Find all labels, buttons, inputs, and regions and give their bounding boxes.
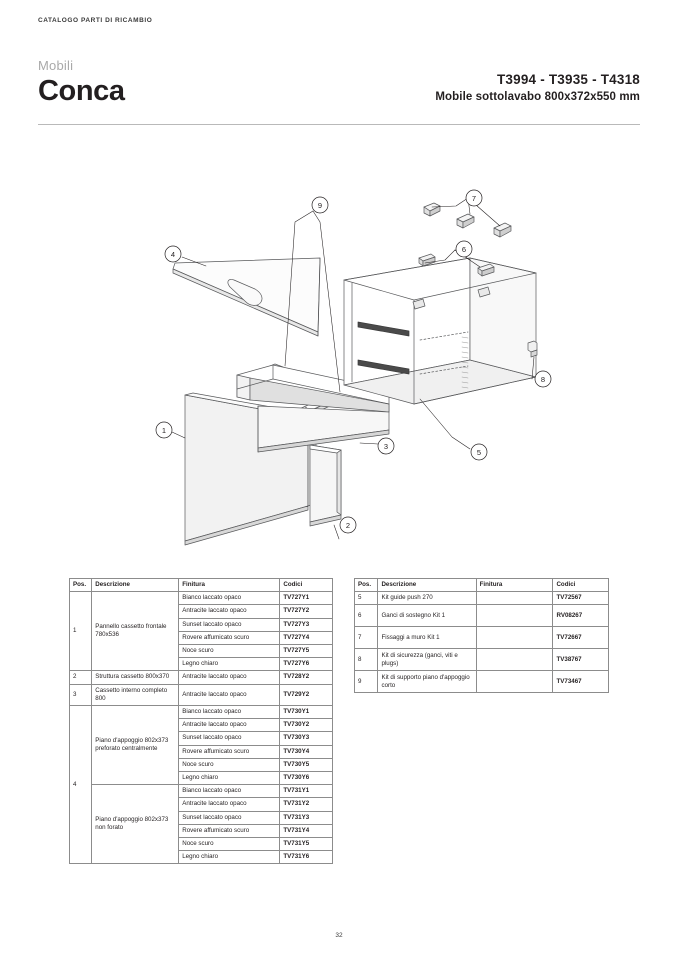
cell-finish: Bianco laccato opaco xyxy=(179,785,280,798)
cell-finish: Rovere affumicato scuro xyxy=(179,824,280,837)
cell-code: TV727Y6 xyxy=(280,658,333,671)
callout-5: 5 xyxy=(476,448,482,457)
col-descrizione: Descrizione xyxy=(378,579,476,592)
table-row xyxy=(70,684,333,705)
table-row xyxy=(70,785,333,798)
catalog-label: CATALOGO PARTI DI RICAMBIO xyxy=(38,17,153,24)
cell-code: TV38767 xyxy=(553,649,609,671)
cell-finish xyxy=(476,627,553,649)
col-finitura: Finitura xyxy=(179,579,280,592)
parts-table-left xyxy=(69,578,333,864)
table-row xyxy=(70,706,333,719)
cell-finish: Antracite laccato opaco xyxy=(179,605,280,618)
parts-table-right xyxy=(354,578,609,693)
cell-finish: Bianco laccato opaco xyxy=(179,592,280,605)
cell-finish: Sunset laccato opaco xyxy=(179,811,280,824)
cell-finish: Noce scuro xyxy=(179,838,280,851)
cell-finish xyxy=(476,592,553,605)
part-cabinet-body xyxy=(344,258,536,404)
callout-2: 2 xyxy=(345,521,351,530)
cell-finish: Legno chiaro xyxy=(179,772,280,785)
cell-finish: Sunset laccato opaco xyxy=(179,618,280,631)
cell-code: TV727Y5 xyxy=(280,645,333,658)
cell-finish xyxy=(476,671,553,693)
part-wall-fixings xyxy=(424,203,511,237)
cell-pos: 6 xyxy=(355,605,378,627)
cell-code: TV731Y5 xyxy=(280,838,333,851)
callout-7: 7 xyxy=(471,194,477,203)
page-number: 32 xyxy=(335,932,343,939)
cell-finish: Noce scuro xyxy=(179,758,280,771)
title-product: Conca xyxy=(38,75,125,107)
cell-desc: Cassetto interno completo 800 xyxy=(92,684,179,705)
cell-pos: 7 xyxy=(355,627,378,649)
cell-pos: 9 xyxy=(355,671,378,693)
cell-code: TV730Y1 xyxy=(280,706,333,719)
cell-finish: Rovere affumicato scuro xyxy=(179,631,280,644)
cell-finish: Antracite laccato opaco xyxy=(179,798,280,811)
cell-desc: Ganci di sostegno Kit 1 xyxy=(378,605,476,627)
cell-code: TV731Y3 xyxy=(280,811,333,824)
table-row xyxy=(355,627,609,649)
table-header-row xyxy=(70,579,333,592)
part-countertop xyxy=(173,258,320,336)
cell-finish: Bianco laccato opaco xyxy=(179,706,280,719)
cell-code: TV731Y1 xyxy=(280,785,333,798)
cell-code: TV729Y2 xyxy=(280,684,333,705)
cell-code: TV727Y2 xyxy=(280,605,333,618)
table-header-row xyxy=(355,579,609,592)
table-row xyxy=(355,671,609,693)
title-category: Mobili xyxy=(38,58,74,73)
cell-pos: 1 xyxy=(70,592,92,671)
product-description: Mobile sottolavabo 800x372x550 mm xyxy=(435,91,640,103)
cell-code: RV08267 xyxy=(553,605,609,627)
cell-desc: Kit di sicurezza (ganci, viti e plugs) xyxy=(378,649,476,671)
cell-code: TV727Y1 xyxy=(280,592,333,605)
cell-code: TV731Y4 xyxy=(280,824,333,837)
table-row xyxy=(70,671,333,684)
cell-code: TV730Y6 xyxy=(280,772,333,785)
product-code-list: T3994 - T3935 - T4318 xyxy=(496,72,640,87)
cell-code: TV730Y4 xyxy=(280,745,333,758)
col-pos: Pos. xyxy=(355,579,378,592)
cell-code: TV730Y3 xyxy=(280,732,333,745)
cell-finish xyxy=(476,649,553,671)
col-descrizione: Descrizione xyxy=(92,579,179,592)
cell-code: TV731Y6 xyxy=(280,851,333,864)
cell-code: TV727Y4 xyxy=(280,631,333,644)
exploded-assembly-drawing xyxy=(0,150,678,550)
cell-finish: Sunset laccato opaco xyxy=(179,732,280,745)
cell-desc: Struttura cassetto 800x370 xyxy=(92,671,179,684)
table-row xyxy=(355,592,609,605)
callout-9: 9 xyxy=(317,201,323,210)
product-codes xyxy=(435,72,640,103)
cell-code: TV731Y2 xyxy=(280,798,333,811)
cell-finish: Rovere affumicato scuro xyxy=(179,745,280,758)
callout-6: 6 xyxy=(461,245,467,254)
cell-finish xyxy=(476,605,553,627)
cell-finish: Antracite laccato opaco xyxy=(179,719,280,732)
cell-desc: Piano d'appoggio 802x373 non forato xyxy=(92,785,179,864)
cell-desc: Kit di supporto piano d'appoggio corto xyxy=(378,671,476,693)
table-row xyxy=(70,592,333,605)
cell-pos: 2 xyxy=(70,671,92,684)
callout-1: 1 xyxy=(161,426,167,435)
callout-4: 4 xyxy=(170,250,176,259)
cell-code: TV730Y5 xyxy=(280,758,333,771)
cell-desc: Kit guide push 270 xyxy=(378,592,476,605)
table-row xyxy=(355,649,609,671)
part-drawer-structure xyxy=(310,445,341,526)
cell-finish: Antracite laccato opaco xyxy=(179,684,280,705)
table-row xyxy=(355,605,609,627)
page-title xyxy=(38,58,125,107)
cell-code: TV727Y3 xyxy=(280,618,333,631)
cell-finish: Noce scuro xyxy=(179,645,280,658)
cell-pos: 3 xyxy=(70,684,92,705)
cell-pos: 4 xyxy=(70,706,92,864)
cell-code: TV728Y2 xyxy=(280,671,333,684)
cell-pos: 5 xyxy=(355,592,378,605)
cell-finish: Legno chiaro xyxy=(179,851,280,864)
cell-desc: Pannello cassetto frontale 780x536 xyxy=(92,592,179,671)
cell-code: TV72567 xyxy=(553,592,609,605)
cell-desc: Piano d'appoggio 802x373 preforato centralmente xyxy=(92,706,179,785)
col-codici: Codici xyxy=(553,579,609,592)
callout-8: 8 xyxy=(540,375,546,384)
col-finitura: Finitura xyxy=(476,579,553,592)
col-pos: Pos. xyxy=(70,579,92,592)
cell-code: TV730Y2 xyxy=(280,719,333,732)
header-divider xyxy=(38,124,640,125)
cell-desc: Fissaggi a muro Kit 1 xyxy=(378,627,476,649)
cell-finish: Legno chiaro xyxy=(179,658,280,671)
cell-code: TV72667 xyxy=(553,627,609,649)
col-codici: Codici xyxy=(280,579,333,592)
cell-finish: Antracite laccato opaco xyxy=(179,671,280,684)
cell-code: TV73467 xyxy=(553,671,609,693)
cell-pos: 8 xyxy=(355,649,378,671)
callout-3: 3 xyxy=(383,442,389,451)
